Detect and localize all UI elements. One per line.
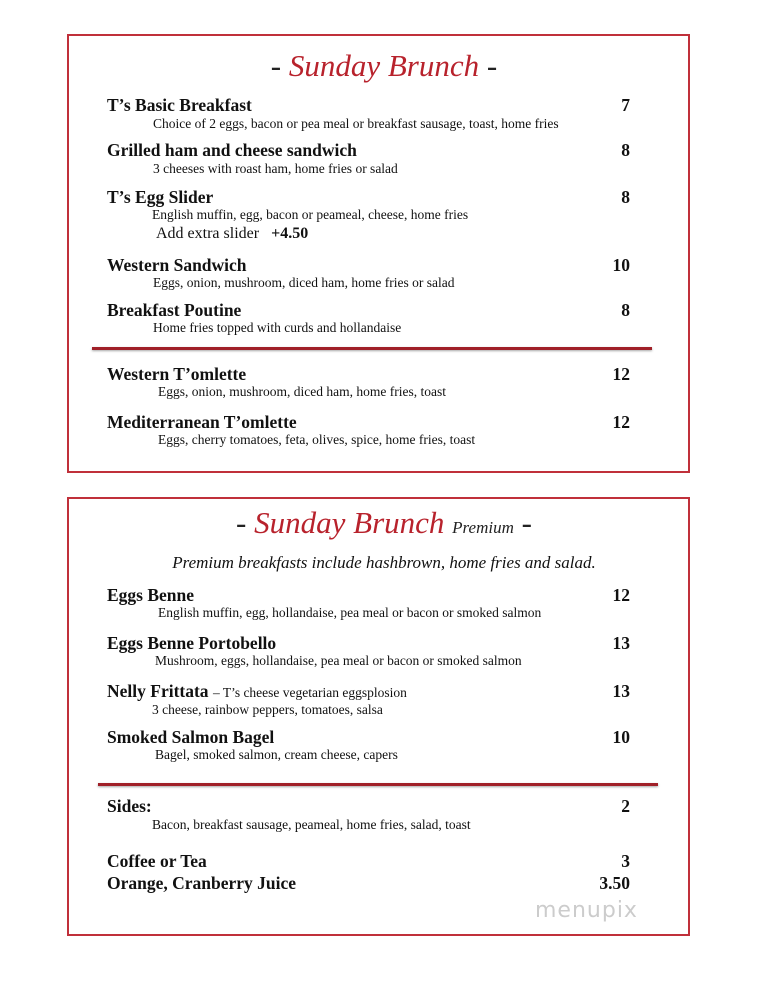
- item-price: 3: [621, 851, 630, 871]
- item-name: Nelly Frittata – T’s cheese vegetarian eggsplosion: [107, 681, 407, 701]
- item-name: T’s Egg Slider: [107, 187, 214, 207]
- item-name: Mediterranean T’omlette: [107, 412, 297, 432]
- item-desc: Choice of 2 eggs, bacon or pea meal or breakfast sausage, toast, home fries: [153, 116, 559, 131]
- extra-slider-addon: Add extra slider +4.50: [156, 225, 309, 242]
- item-price: 12: [612, 412, 630, 432]
- item-price: 2: [621, 796, 630, 816]
- item-desc: English muffin, egg, hollandaise, pea meal or bacon or smoked salmon: [158, 605, 542, 620]
- item-price: 13: [612, 633, 630, 653]
- item-name: Smoked Salmon Bagel: [107, 727, 275, 747]
- item-desc: Home fries topped with curds and hollandaise: [153, 320, 402, 335]
- item-desc: Eggs, cherry tomatoes, feta, olives, spice, home fries, toast: [158, 432, 476, 447]
- item-name: Eggs Benne Portobello: [107, 633, 277, 653]
- item-price: 3.50: [599, 873, 630, 893]
- item-price: 10: [612, 727, 630, 747]
- item-price: 12: [612, 364, 630, 384]
- item-desc: English muffin, egg, bacon or peameal, cheese, home fries: [152, 207, 469, 222]
- premium-note: Premium breakfasts include hashbrown, home fries and salad.: [172, 553, 596, 572]
- item-desc: Bagel, smoked salmon, cream cheese, capers: [155, 747, 398, 762]
- item-desc: 3 cheese, rainbow peppers, tomatoes, salsa: [152, 702, 383, 717]
- divider: [98, 783, 658, 786]
- menu-title-premium: - Sunday Brunch Premium -: [236, 505, 532, 540]
- item-price: 8: [621, 300, 630, 320]
- item-desc: Eggs, onion, mushroom, diced ham, home fries, toast: [158, 384, 446, 399]
- item-name: Orange, Cranberry Juice: [107, 873, 297, 893]
- item-price: 10: [612, 255, 630, 275]
- item-name: Coffee or Tea: [107, 851, 207, 871]
- item-desc: Mushroom, eggs, hollandaise, pea meal or bacon or smoked salmon: [155, 653, 522, 668]
- item-name: Western Sandwich: [107, 255, 247, 275]
- item-name: T’s Basic Breakfast: [107, 95, 252, 115]
- item-name: Sides:: [107, 796, 152, 816]
- item-desc: Bacon, breakfast sausage, peameal, home fries, salad, toast: [152, 817, 471, 832]
- item-desc: Eggs, onion, mushroom, diced ham, home fries or salad: [153, 275, 455, 290]
- item-price: 8: [621, 187, 630, 207]
- item-desc: 3 cheeses with roast ham, home fries or salad: [153, 161, 398, 176]
- item-name: Breakfast Poutine: [107, 300, 242, 320]
- item-name: Western T’omlette: [107, 364, 247, 384]
- divider: [92, 347, 652, 350]
- item-name: Eggs Benne: [107, 585, 195, 605]
- watermark: menupix: [535, 898, 638, 923]
- item-price: 7: [621, 95, 630, 115]
- item-price: 13: [612, 681, 630, 701]
- item-price: 12: [612, 585, 630, 605]
- menu-title: - Sunday Brunch -: [270, 48, 498, 83]
- item-name: Grilled ham and cheese sandwich: [107, 140, 357, 160]
- item-price: 8: [621, 140, 630, 160]
